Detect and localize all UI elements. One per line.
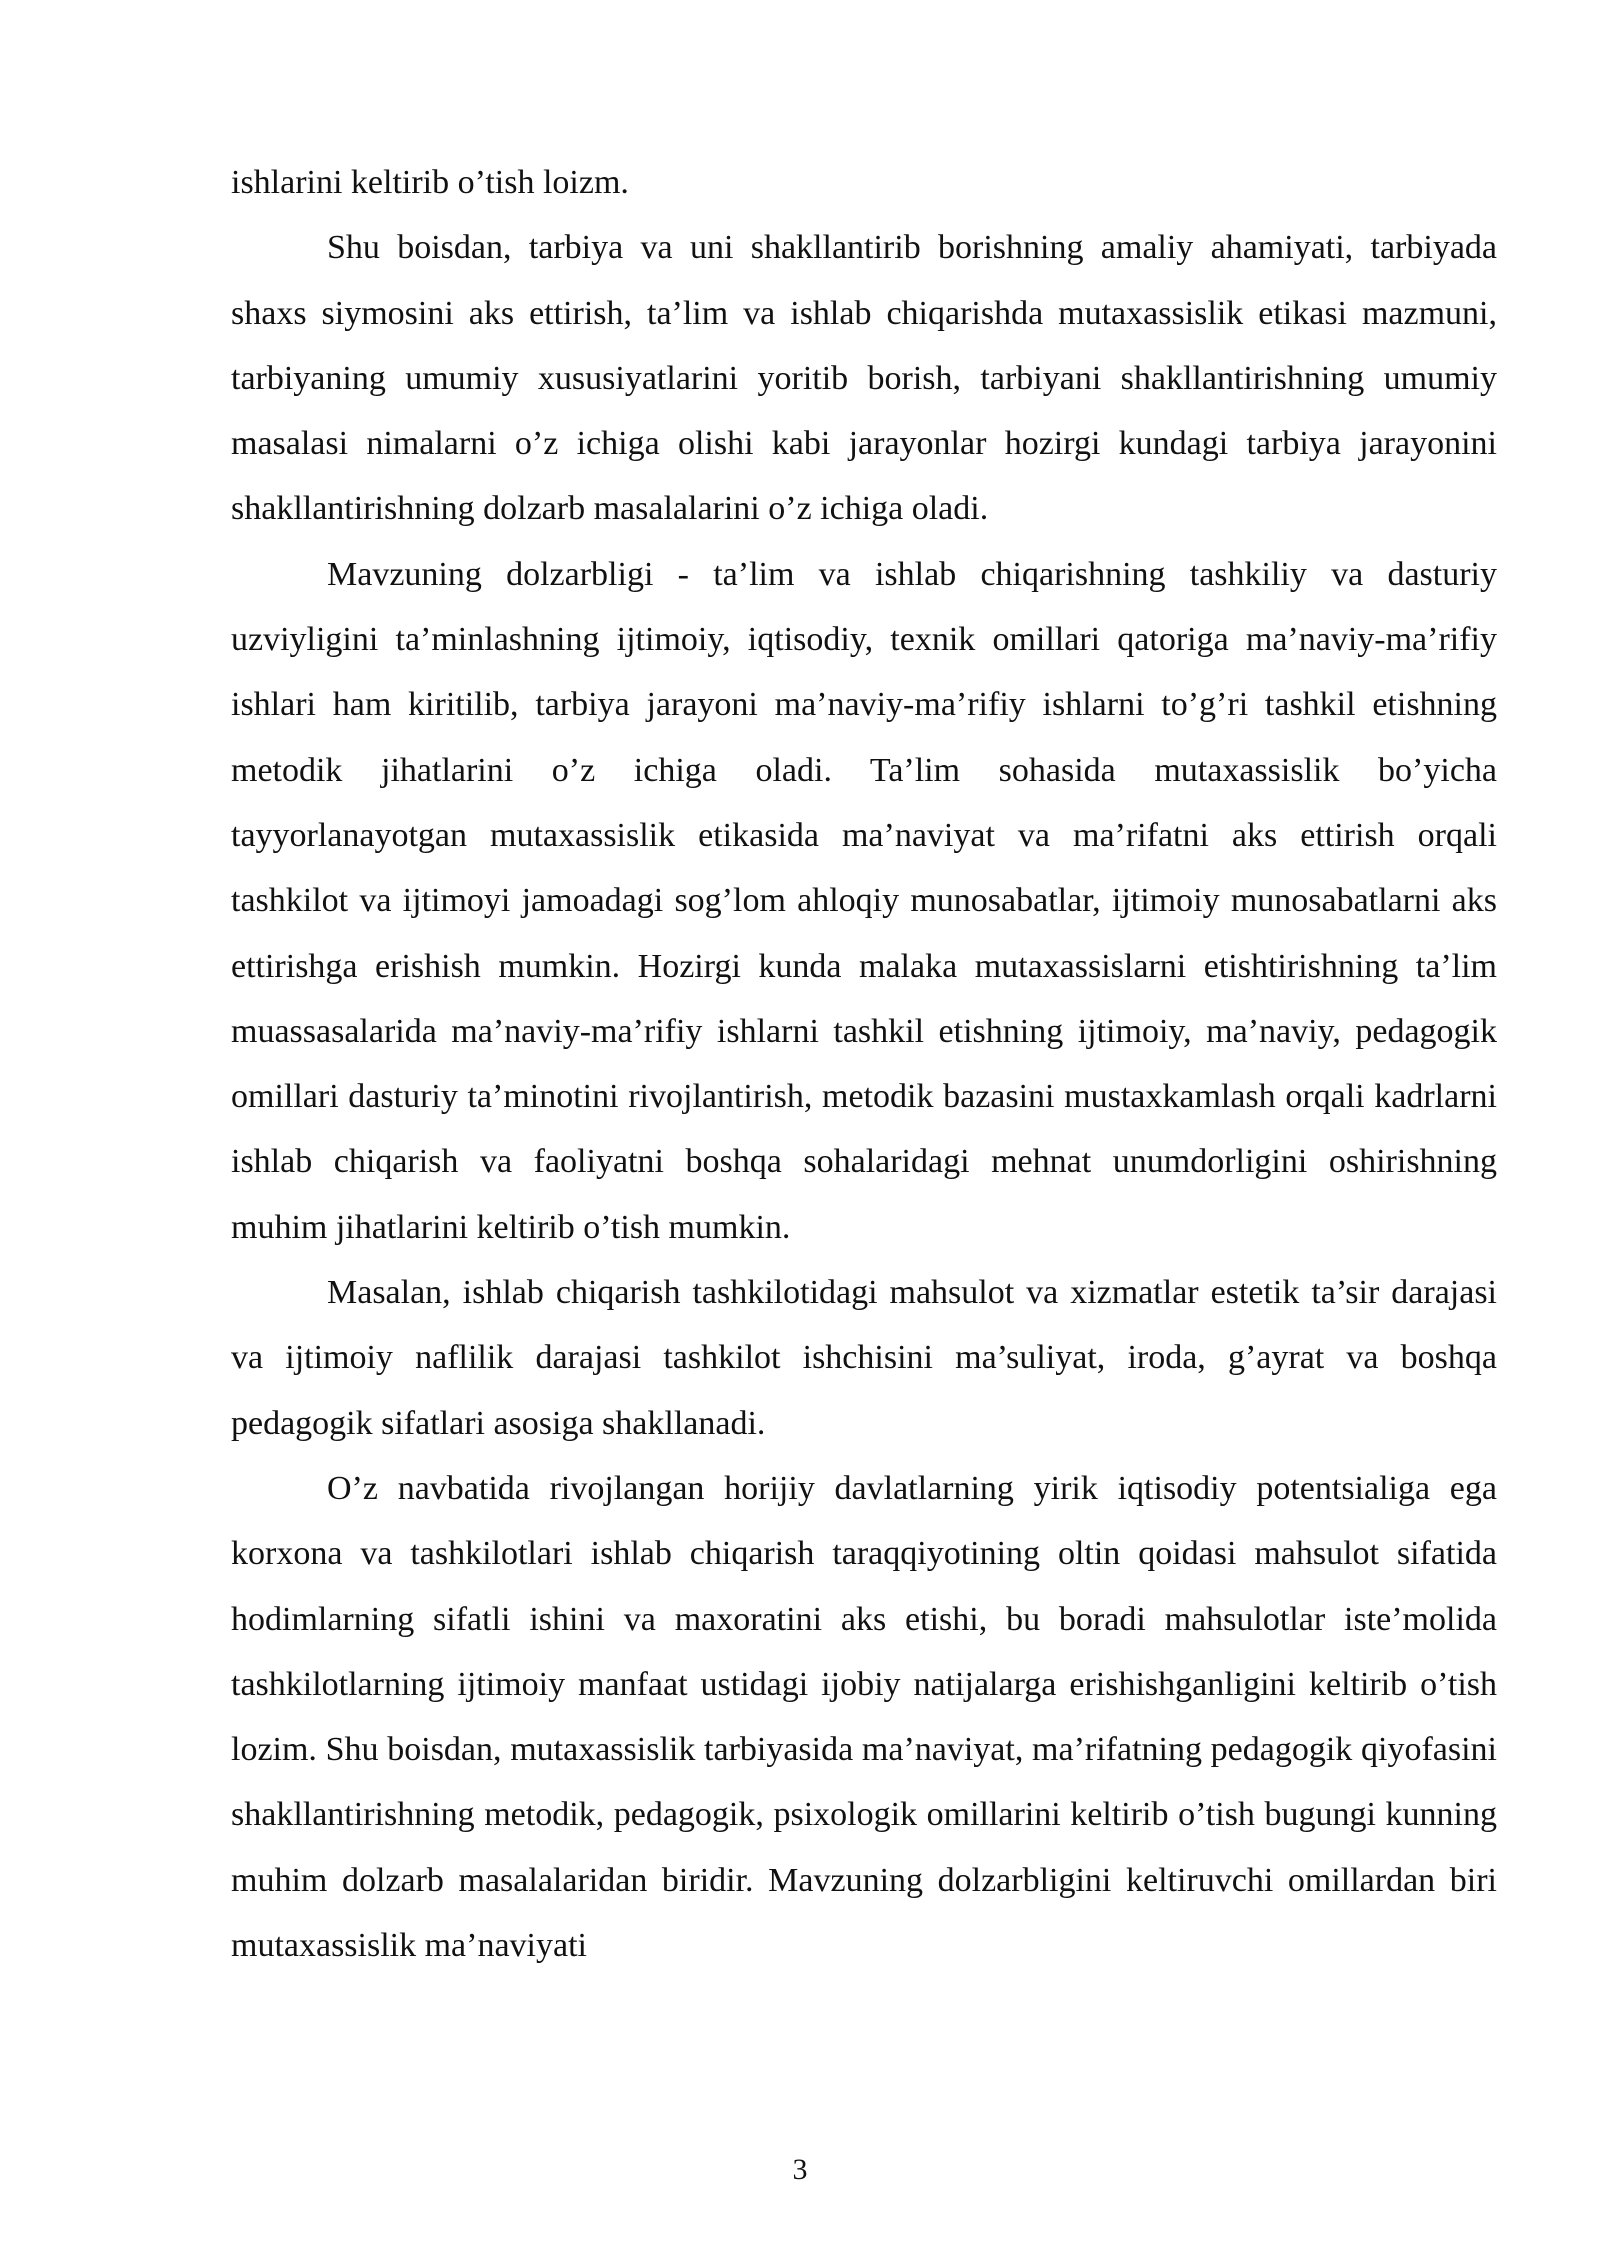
paragraph-topic-relevance: Mavzuning dolzarbligi - ta’lim va ishlab chiqarishning tashkiliy va dasturiy uzviyligini ta’minlashning ijtimoiy, iqtisodiy, texnik omillari qatoriga ma’naviy-ma’rifiy ishlari ham kiritilib, tarbiya jarayoni ma’naviy-ma’rifiy ishlarni to’g’ri tashkil etishning metodik jihatlarini o’z ichiga oladi. Ta’lim sohasida mutaxassislik bo’yicha tayyorlanayotgan mutaxassislik etikasida ma’naviyat va ma’rifatni aks ettirish orqali tashkilot va ijtimoyi jamoadagi sog’lom ahloqiy munosabatlar, ijtimoiy munosabatlarni aks ettirishga erishish mumkin. Hozirgi kunda malaka mutaxassislarni etishtirishning ta’lim muassasalarida ma’naviy-ma’rifiy ishlarni tashkil etishning ijtimoiy, ma’naviy, pedagogik omillari dasturiy ta’minotini rivojlantirish, metodik bazasini mustaxkamlash orqali kadrlarni ishlab chiqarish va faoliyatni boshqa sohalaridagi mehnat unumdorligini oshirishning muhim jihatlarini keltirib o’tish mumkin. [231, 555, 1497, 1246]
page-number: 3 [792, 2153, 808, 2186]
paragraph-upbringing-relevance: Shu boisdan, tarbiya va uni shakllantirib borishning amaliy ahamiyati, tarbiyada shaxs siymosini aks ettirish, ta’lim va ishlab chiqarishda mutaxassislik etikasi mazmuni, tarbiyaning umumiy xususiyatlarini yoritib borish, tarbiyani shakllantirishning umumiy masalasi nimalarni o’z ichiga olishi kabi jarayonlar hozirgi kundagi tarbiya jarayonini shakllantirishning dolzarb masalalarini o’z ichiga oladi. [231, 229, 1497, 528]
paragraph-continuation: ishlarini keltirib o’tish loizm. [231, 164, 629, 201]
paragraph-foreign-countries: O’z navbatida rivojlangan horijiy davlatlarning yirik iqtisodiy potentsialiga ega korxona va tashkilotlari ishlab chiqarish taraqqiyotining oltin qoidasi mahsulot sifatida hodimlarning sifatli ishini va maxoratini aks etishi, bu boradi mahsulotlar iste’molida tashkilotlarning ijtimoiy manfaat ustidagi ijobiy natijalarga erishishganligini keltirib o’tish lozim. Shu boisdan, mutaxassislik tarbiyasida ma’naviyat, ma’rifatning pedagogik qiyofasini shakllantirishning metodik, pedagogik, psixologik omillarini keltirib o’tish bugungi kunning muhim dolzarb masalalaridan biridir. Mavzuning dolzarbligini keltiruvchi omillardan biri mutaxassislik ma’naviyati [231, 1469, 1497, 1965]
paragraph-example: Masalan, ishlab chiqarish tashkilotidagi mahsulot va xizmatlar estetik ta’sir darajasi va ijtimoiy naflilik darajasi tashkilot ishchisini ma’suliyat, iroda, g’ayrat va boshqa pedagogik sifatlari asosiga shakllanadi. [231, 1274, 1497, 1442]
document-body [231, 150, 1497, 1978]
